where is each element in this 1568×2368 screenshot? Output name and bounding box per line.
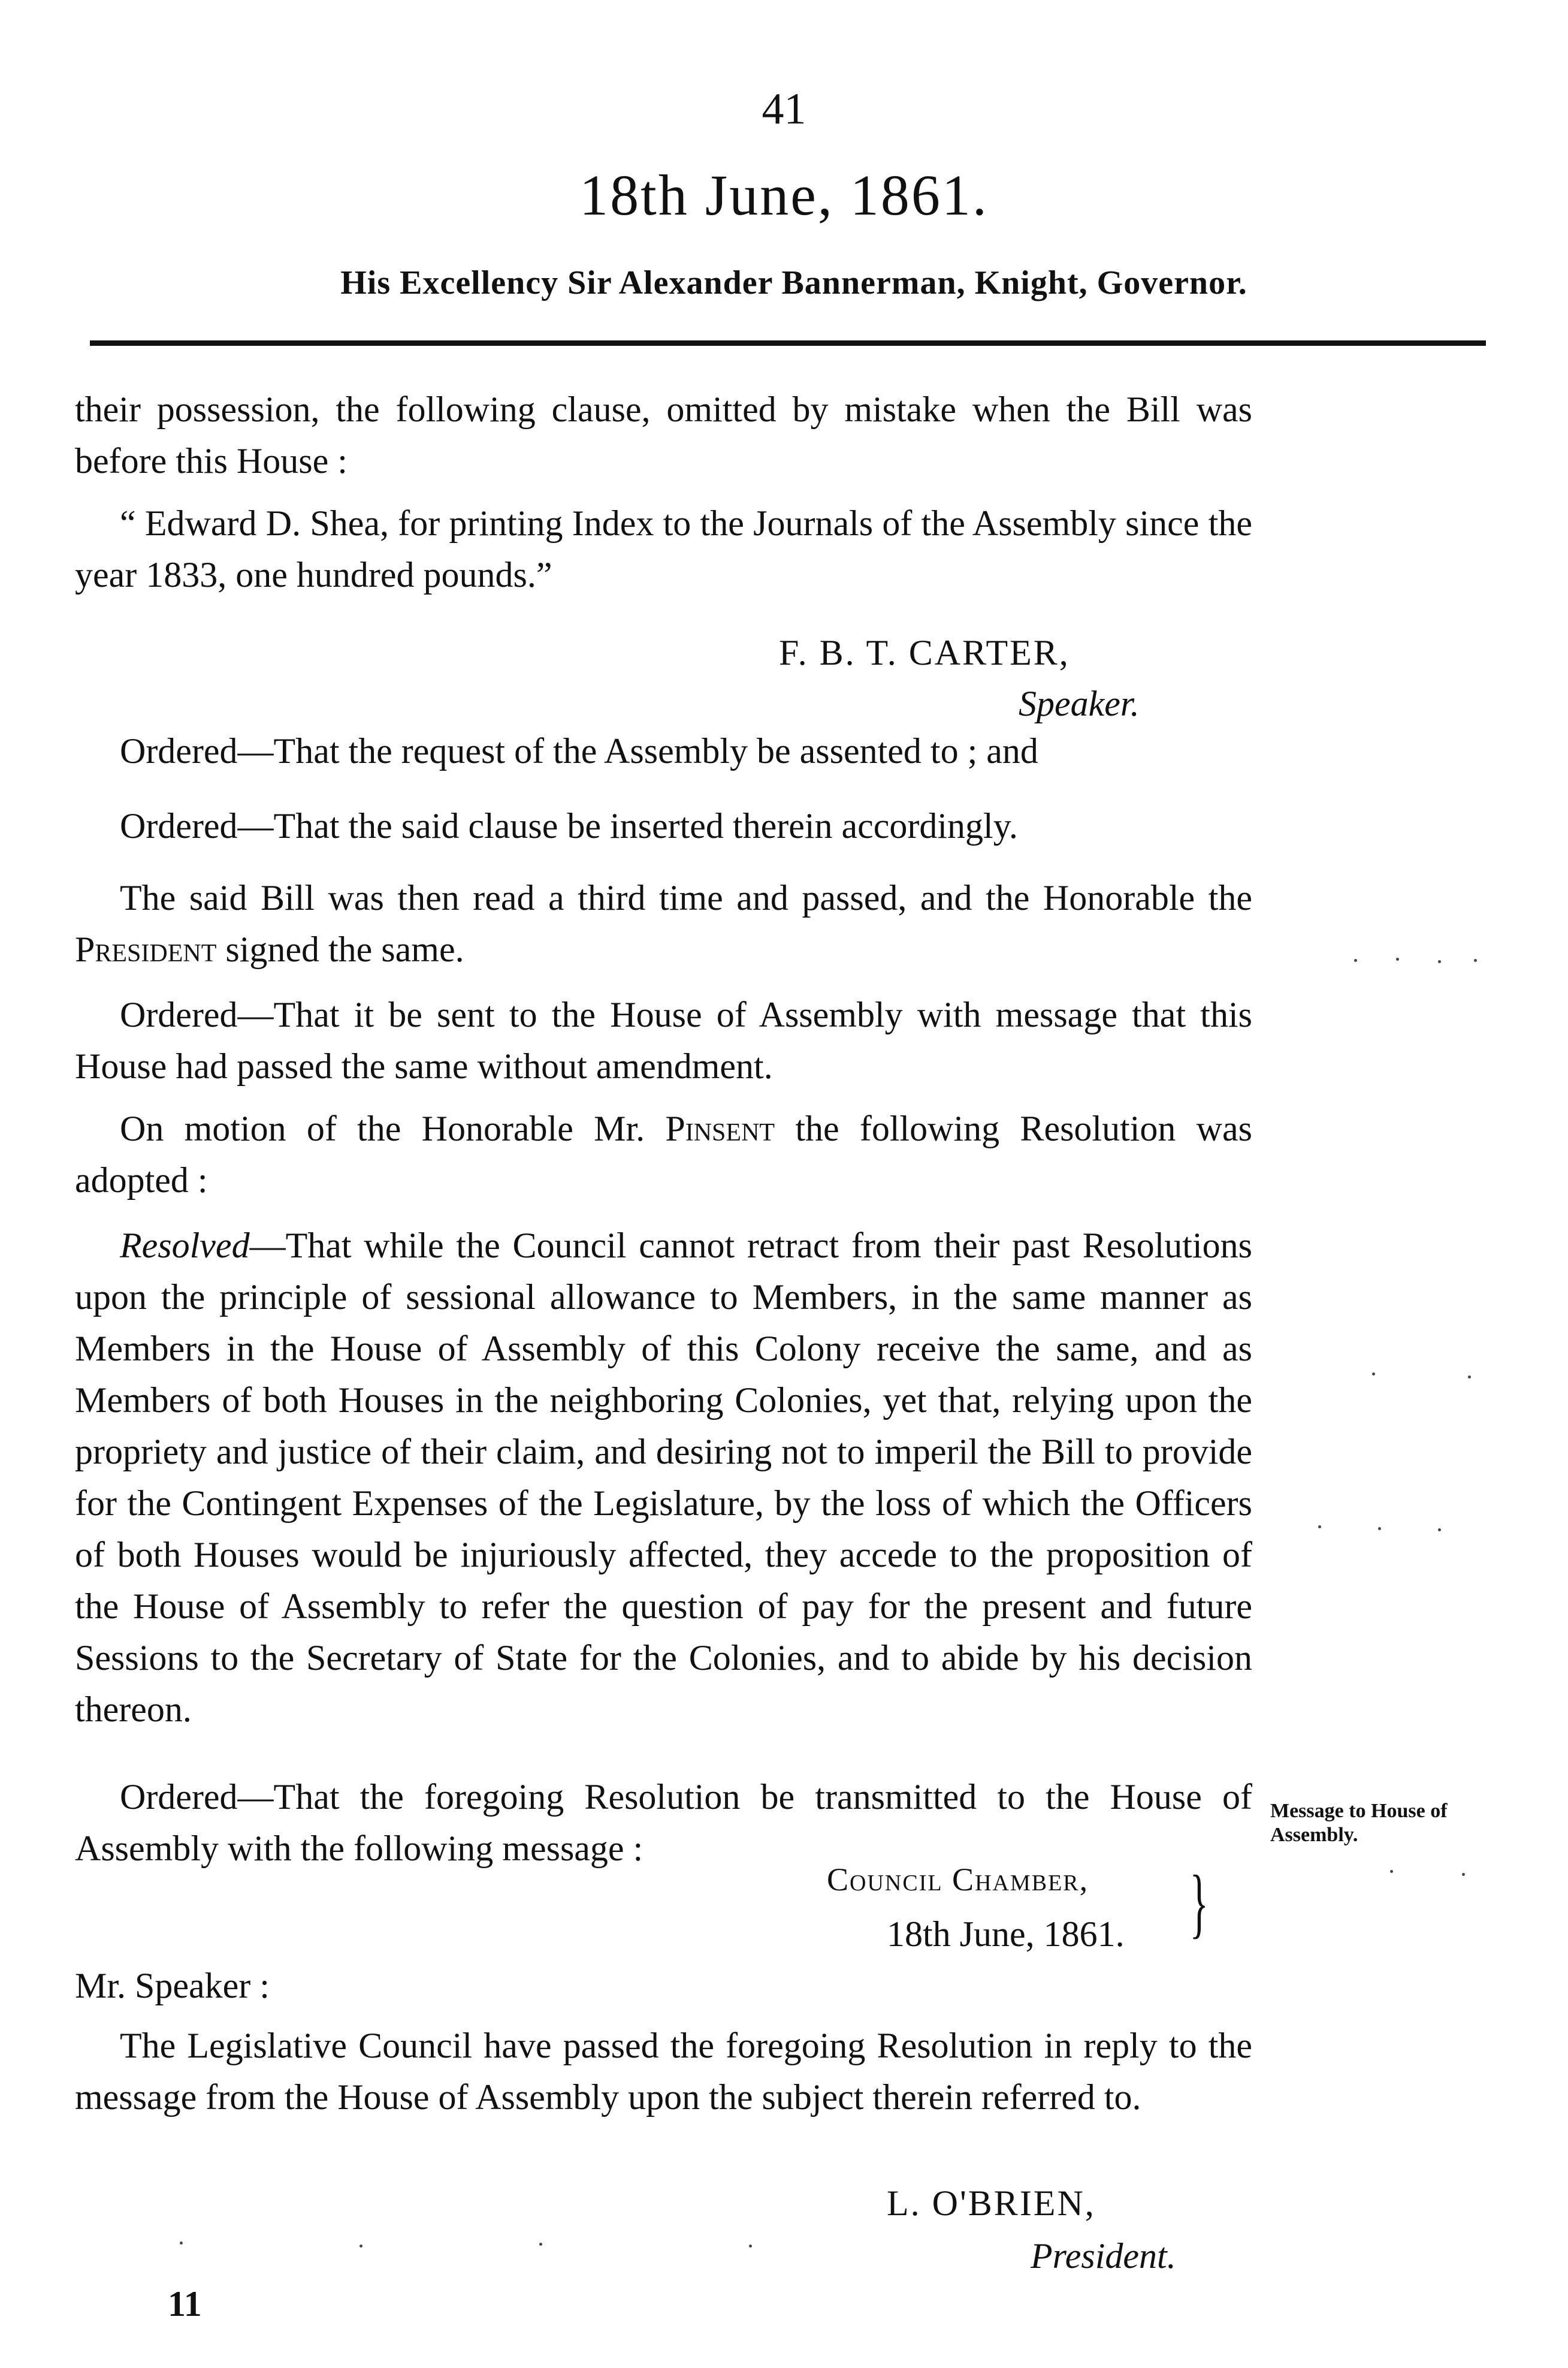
resolution-paragraph — [75, 1220, 1252, 1735]
ordered-paragraph-4 — [75, 1771, 1252, 1874]
president-signature-name: L. O'BRIEN, — [887, 2183, 1096, 2223]
body-paragraph — [75, 384, 1252, 487]
ordered-inserted: Ordered—That the said clause be inserted therein accordingly. — [120, 806, 1018, 846]
resolved-label: Resolved — [120, 1226, 250, 1265]
print-speck — [539, 2243, 542, 2246]
print-speck — [1378, 1527, 1381, 1530]
ordered-paragraph-2 — [75, 800, 1252, 852]
motion-paragraph — [75, 1103, 1252, 1206]
motion-text-a: On motion of the Honorable Mr. — [120, 1109, 645, 1148]
message-text: The Legislative Council have passed the foregoing Resolution in reply to the message from the House of Assembly upon the subject therein referred to. — [75, 2026, 1252, 2117]
president-signature-title: President. — [1031, 2236, 1176, 2276]
salutation: Mr. Speaker : — [75, 1966, 270, 2005]
print-speck — [1318, 1525, 1321, 1528]
print-speck — [359, 2245, 362, 2248]
third-reading-text-b: signed the same. — [225, 930, 464, 969]
ordered-transmitted: Ordered—That the foregoing Resolution be transmitted to the House of Assembly with the following message : — [75, 1777, 1252, 1868]
print-speck — [1396, 958, 1399, 961]
print-speck — [1354, 959, 1357, 962]
print-speck — [1372, 1372, 1375, 1375]
speaker-signature-title: Speaker. — [1019, 684, 1140, 723]
third-reading-paragraph — [75, 872, 1252, 975]
page-date: 18th June, 1861. — [579, 163, 989, 227]
print-speck — [1462, 1873, 1465, 1876]
council-chamber: Council Chamber, — [827, 1862, 1089, 1898]
print-speck — [1474, 959, 1477, 962]
president-small-caps: President — [75, 930, 217, 969]
ordered-paragraph-1 — [75, 725, 1252, 777]
print-speck — [1438, 1528, 1441, 1531]
print-speck — [180, 2242, 183, 2245]
ordered-paragraph-3 — [75, 989, 1252, 1092]
motion-text-b: the following Resolution was adopted : — [75, 1109, 1252, 1200]
brace-glyph: } — [1189, 1860, 1209, 1946]
print-speck — [1468, 1375, 1471, 1378]
print-speck — [749, 2245, 752, 2248]
message-paragraph — [75, 2020, 1252, 2123]
chamber-date: 18th June, 1861. — [887, 1914, 1125, 1954]
salutation-block — [75, 1960, 1252, 2011]
continuation-paragraph: their possession, the following clause, omitted by mistake when the Bill was before this House : — [75, 390, 1252, 481]
quoted-clause: “ Edward D. Shea, for printing Index to the Journals of the Assembly since the year 1833, one hundred pounds.” — [75, 503, 1252, 595]
print-speck — [1438, 960, 1441, 963]
speaker-signature-name: F. B. T. CARTER, — [779, 633, 1070, 672]
governor-line: His Excellency Sir Alexander Bannerman, Knight, Governor. — [340, 264, 1247, 301]
resolution-text: —That while the Council cannot retract from their past Resolutions upon the principle of sessional allowance to Members, in the same manner as Members in the House of Assembly of this Colony receive the same, and as Members of both Houses in the neighboring Colonies, yet that, relying upon the propriety and justice of their claim, and desiring not to imperil the Bill to provide for the Contingent Expenses of the Legislature, by the loss of which the Officers of both Houses would be injuriously affected, they accede to the proposition of the House of Assembly to refer the question of pay for the present and future Sessions to the Secretary of State for the Colonies, and to abide by his decision thereon. — [75, 1226, 1252, 1729]
margin-note: Message to House of Assembly. — [1270, 1800, 1448, 1846]
pinsent-small-caps: Pinsent — [665, 1109, 775, 1148]
ordered-assented: Ordered—That the request of the Assembly be assented to ; and — [120, 731, 1038, 771]
ordered-sent: Ordered—That it be sent to the House of Assembly with message that this House had passed the same without amendment. — [75, 995, 1252, 1086]
third-reading-text-a: The said Bill was then read a third time and passed, and the Honorable the — [120, 878, 1252, 918]
print-speck — [1390, 1870, 1393, 1873]
quote-block — [75, 497, 1252, 601]
page-number: 41 — [762, 85, 806, 134]
signature-mark: 11 — [168, 2284, 202, 2324]
header-rule — [90, 340, 1486, 346]
